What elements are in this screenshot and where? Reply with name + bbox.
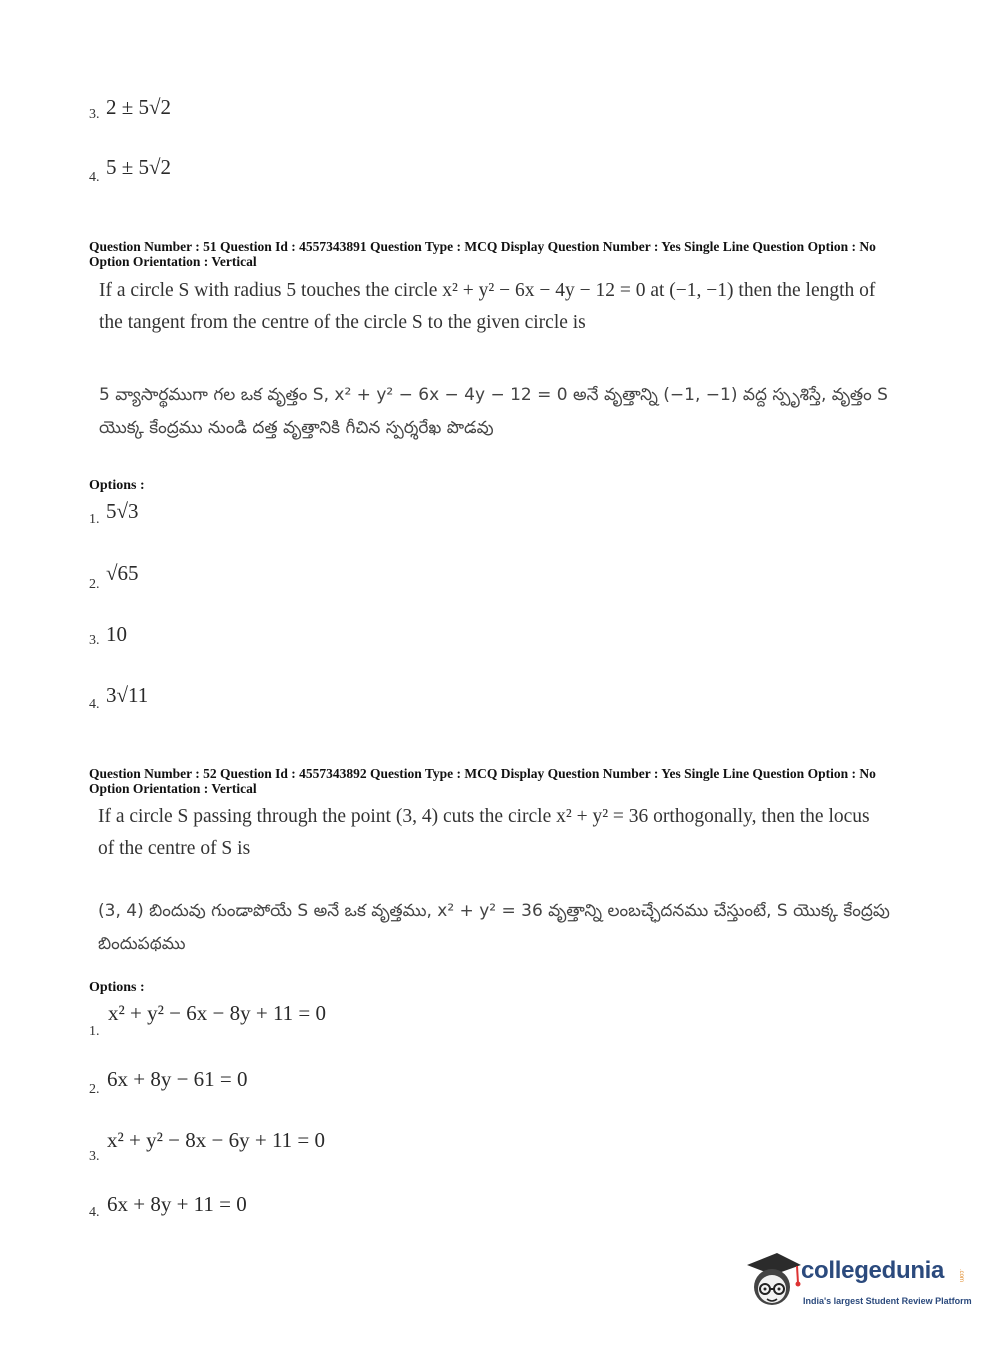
question-51-text-english: If a circle S with radius 5 touches the circle x² + y² − 6x − 4y − 12 = 0 at (−1, −1) then the length of the tangent from the centre of the circle S to the given circle is bbox=[99, 280, 876, 333]
option-expression: 5 ± 5√2 bbox=[106, 155, 172, 179]
option-expression[interactable]: 3√11 bbox=[106, 683, 149, 707]
question-51-meta: Question Number : 51 Question Id : 4557343891 Question Type : MCQ Display Question Number : Yes Single Line Question Option : No Option Orientation : Vertical bbox=[89, 239, 876, 269]
logo-domain: .com bbox=[958, 1269, 964, 1283]
question-51-options-label: Options : bbox=[89, 478, 145, 493]
option-number: 4. bbox=[89, 697, 100, 712]
logo-wordmark: collegedunia bbox=[801, 1257, 945, 1284]
option-expression[interactable]: x² + y² − 6x − 8y + 11 = 0 bbox=[108, 1001, 327, 1025]
question-51-text-telugu: 5 వ్యాసార్థముగా గల ఒక వృత్తం S, x² + y² − 6x − 4y − 12 = 0 అనే వృత్తాన్ని (−1, −1) వద్ద స్పృశిస్తే, వృత్తం S యొక్క కేంద్రము నుండి దత్త వృత్తానికి గీచిన స్పర్శరేఖ పొడవు bbox=[99, 385, 888, 438]
option-number: 1. bbox=[89, 512, 100, 527]
option-number: 1. bbox=[89, 1024, 100, 1039]
question-52-text-telugu: (3, 4) బిందువు గుండాపోయే S అనే ఒక వృత్తము, x² + y² = 36 వృత్తాన్ని లంబచ్ఛేదనము చేస్తుంటే, S యొక్క కేంద్రపు బిందుపథము bbox=[98, 901, 890, 954]
option-number: 4. bbox=[89, 1205, 100, 1220]
option-number: 2. bbox=[89, 1082, 100, 1097]
question-52-text-english: If a circle S passing through the point (3, 4) cuts the circle x² + y² = 36 orthogonally, then the locus of the centre of S is bbox=[98, 806, 870, 859]
option-expression[interactable]: 5√3 bbox=[106, 499, 139, 523]
option-expression[interactable]: √65 bbox=[106, 561, 139, 585]
question-52-meta: Question Number : 52 Question Id : 4557343892 Question Type : MCQ Display Question Number : Yes Single Line Question Option : No Option Orientation : Vertical bbox=[89, 766, 876, 796]
option-expression[interactable]: 6x + 8y − 61 = 0 bbox=[107, 1067, 248, 1091]
mascot-icon bbox=[743, 1249, 803, 1311]
option-number: 3. bbox=[89, 633, 100, 648]
question-52-options-label: Options : bbox=[89, 980, 145, 995]
option-number: 4. bbox=[89, 170, 100, 185]
option-number: 2. bbox=[89, 577, 100, 592]
option-expression[interactable]: x² + y² − 8x − 6y + 11 = 0 bbox=[107, 1128, 326, 1152]
logo-tagline: India's largest Student Review Platform bbox=[803, 1296, 972, 1306]
option-expression[interactable]: 10 bbox=[106, 622, 127, 646]
option-expression: 2 ± 5√2 bbox=[106, 95, 172, 119]
collegedunia-logo bbox=[743, 1249, 975, 1319]
option-expression[interactable]: 6x + 8y + 11 = 0 bbox=[107, 1192, 247, 1216]
option-number: 3. bbox=[89, 107, 100, 122]
option-number: 3. bbox=[89, 1149, 100, 1164]
